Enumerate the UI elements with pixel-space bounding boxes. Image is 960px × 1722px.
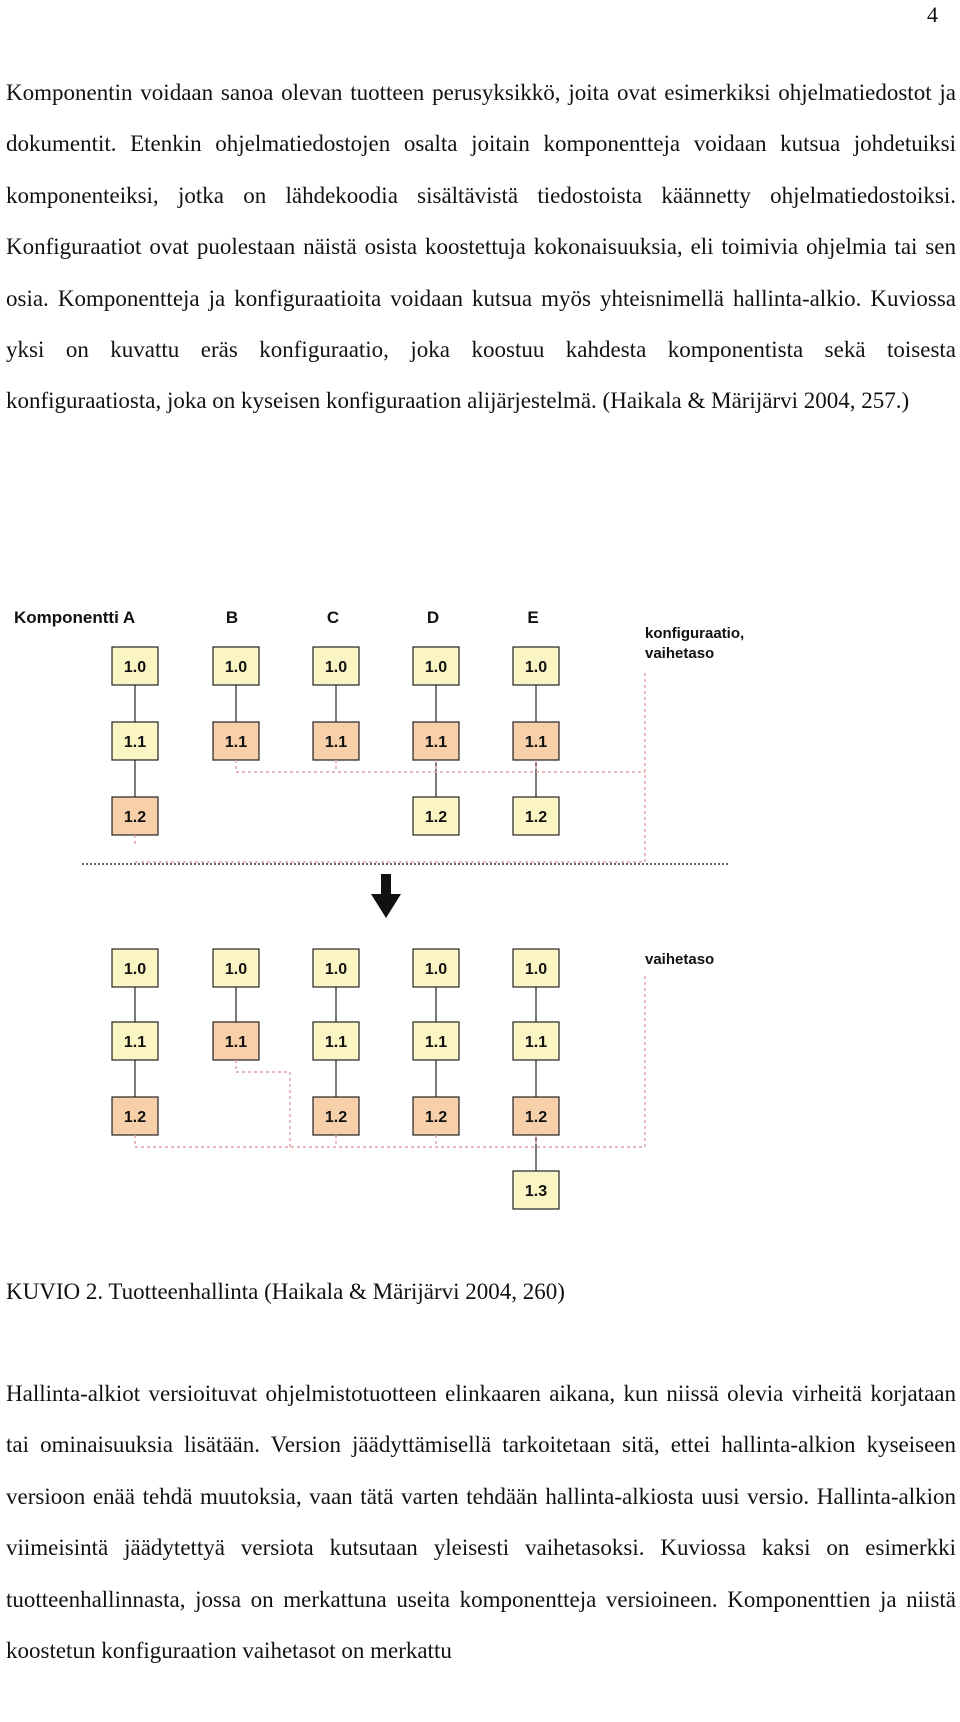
top-version-label: 1.2 (123, 809, 147, 826)
column-header-c: C (326, 608, 340, 627)
top-version-label: 1.0 (524, 659, 548, 676)
bottom-version-label: 1.1 (123, 1034, 147, 1051)
top-version-label: 1.2 (424, 809, 448, 826)
bottom-version-label: 1.0 (424, 961, 448, 978)
label-config-phase-1: konfiguraatio, (645, 625, 745, 642)
bottom-version-label: 1.2 (524, 1109, 548, 1126)
paragraph-versioning: Hallinta-alkiot versioituvat ohjelmistotuotteen elinkaaren aikana, kun niissä olevia virheitä korjataan tai ominaisuuksia lisätään. Version jäädyttämisellä tarkoitetaan sitä, ettei hallinta-alkion kyseiseen versioon enää tehdä muutoksia, vaan tätä varten tehdään hallinta-alkiosta uusi versio. Hallinta-alkion viimeisintä jäädytettyä versiota kutsutaan yleisesti vaihetasoksi. Kuviossa kaksi on esimerkki tuotteenhallinnasta, jossa on merkattuna useita komponentteja versioineen. Komponenttien ja niistä koostetun konfiguraation vaihetasot on merkattu (6, 1381, 956, 1664)
bottom-phase-line-b (236, 1072, 290, 1147)
bottom-version-label: 1.2 (123, 1109, 147, 1126)
bottom-version-label: 1.0 (224, 961, 248, 978)
top-version-label: 1.0 (424, 659, 448, 676)
top-version-label: 1.0 (224, 659, 248, 676)
bottom-version-label: 1.1 (224, 1034, 248, 1051)
label-config-phase-2: vaihetaso (645, 645, 715, 662)
top-version-label: 1.0 (324, 659, 348, 676)
figure-product-management (0, 588, 800, 1260)
top-phase-line (135, 672, 645, 862)
page-number: 4 (927, 2, 938, 27)
figure-caption: KUVIO 2. Tuotteenhallinta (Haikala & Märijärvi 2004, 260) (6, 1279, 565, 1304)
bottom-version-label: 1.0 (524, 961, 548, 978)
top-version-label: 1.1 (324, 734, 348, 751)
column-header-e: E (527, 608, 539, 627)
arrow-head (371, 894, 401, 918)
top-version-label: 1.0 (123, 659, 147, 676)
bottom-version-label: 1.1 (524, 1034, 548, 1051)
arrow-shaft (381, 874, 391, 896)
column-header-d: D (426, 608, 440, 627)
top-version-label: 1.1 (123, 734, 147, 751)
paragraph-intro: Komponentin voidaan sanoa olevan tuotteen perusyksikkö, joita ovat esimerkiksi ohjelmatiedostot ja dokumentit. Etenkin ohjelmatiedostojen osalta joitain komponentteja voidaan kutsua johdetuiksi komponenteiksi, jotka on lähdekoodia sisältävistä tiedostoista käännetty ohjelmatiedostoiksi. Konfiguraatiot ovat puolestaan näistä osista koostettuja kokonaisuuksia, eli toimivia ohjelmia tai sen osia. Komponentteja ja konfiguraatioita voidaan kutsua myös yhteisnimellä hallinta-alkio. Kuviossa yksi on kuvattu eräs konfiguraatio, joka koostuu kahdesta komponentista sekä toisesta konfiguraatiosta, joka on kyseisen konfiguraation alijärjestelmä. (Haikala & Märijärvi 2004, 257.) (6, 80, 956, 414)
label-component-a: Komponentti A (14, 608, 136, 627)
top-version-label: 1.1 (524, 734, 548, 751)
bottom-version-label: 1.0 (324, 961, 348, 978)
bottom-version-label: 1.1 (424, 1034, 448, 1051)
top-version-label: 1.1 (224, 734, 248, 751)
bottom-phase-line (135, 974, 645, 1147)
column-header-b: B (225, 608, 239, 627)
bottom-version-label: 1.3 (524, 1183, 548, 1200)
top-version-label: 1.1 (424, 734, 448, 751)
bottom-version-label: 1.2 (324, 1109, 348, 1126)
bottom-version-label: 1.2 (424, 1109, 448, 1126)
label-phase: vaihetaso (645, 951, 715, 968)
top-version-label: 1.2 (524, 809, 548, 826)
bottom-version-label: 1.1 (324, 1034, 348, 1051)
bottom-version-label: 1.0 (123, 961, 147, 978)
version-diagram (0, 588, 800, 1260)
